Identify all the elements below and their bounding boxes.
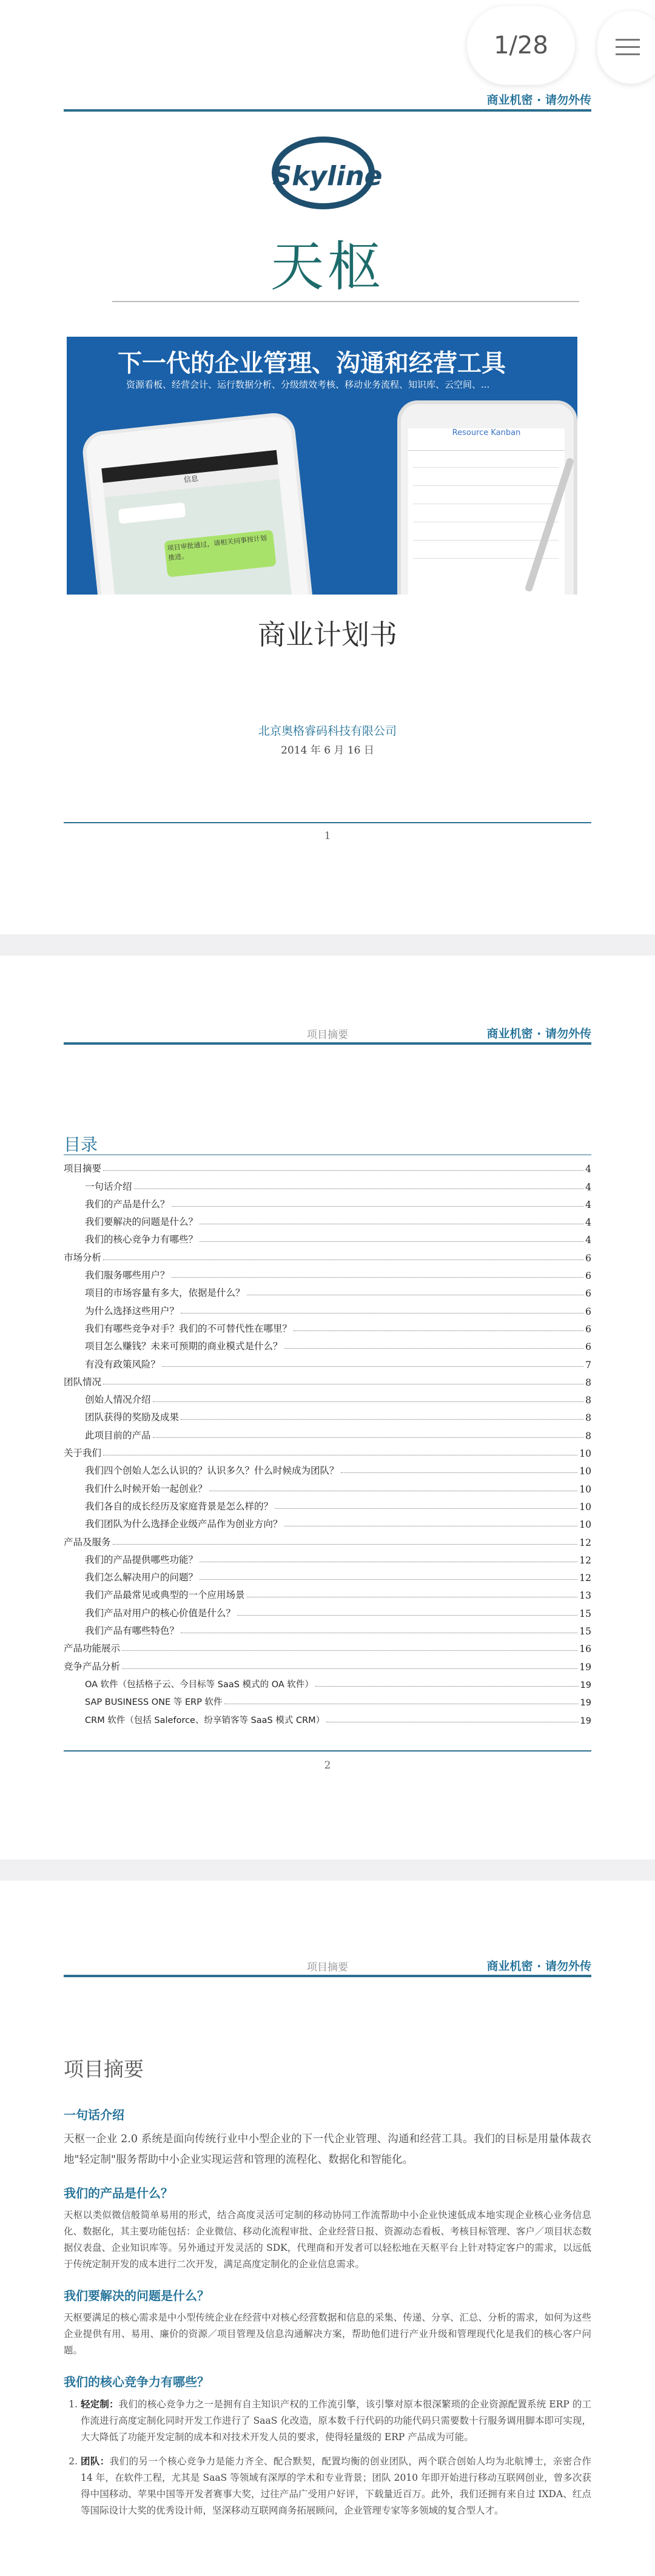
toc-leader — [237, 1615, 577, 1616]
toc-entry-page: 4 — [585, 1199, 591, 1210]
toc-entry-title: OA 软件（包括格子云、今目标等 SaaS 模式的 OA 软件） — [85, 1679, 314, 1690]
toc-entry-page: 6 — [585, 1252, 591, 1264]
confidential-label: 商业机密 · 请勿外传 — [486, 1960, 591, 1973]
toc-entry-title: 一句话介绍 — [85, 1181, 132, 1192]
toc-entry[interactable] — [64, 1512, 591, 1530]
toc-entry-page: 8 — [585, 1377, 591, 1388]
header-rule — [64, 1042, 591, 1045]
footer-rule — [64, 1750, 591, 1752]
toc-entry-page: 12 — [579, 1537, 591, 1548]
toc-entry[interactable] — [64, 1477, 591, 1494]
toc-entry-title: 市场分析 — [64, 1252, 102, 1263]
paragraph: 天枢以类似微信般简单易用的形式，结合高度灵活可定制的移动协同工作流帮助中小企业快速低成本地实现企业核心业务信息化、数据化，其主要功能包括：企业微信、移动化流程审批、企业经营日报、资源动态看板、考核目标管理、客户／项目状态数据仪表盘、企业知识库等。另外通过开发灵活的 SDK，代理商和开发者可以轻松地在天枢平台上针对特定客户的需求，以远低于传统定制开发的成本进行二次开发，满足高度定制化的企业信息需求。 — [64, 2210, 591, 2270]
phone-kanban-header: Resource Kanban — [408, 428, 565, 451]
toc-leader — [275, 1508, 577, 1509]
toc-entry[interactable] — [64, 1246, 591, 1263]
toc-entry[interactable] — [64, 1175, 591, 1192]
toc-entry-page: 15 — [579, 1626, 591, 1637]
banner-title: 下一代的企业管理、沟通和经营工具 — [118, 349, 506, 377]
confidential-label: 商业机密 · 请勿外传 — [486, 93, 591, 107]
toc-entry-title: 我们什么时候开始一起创业？ — [85, 1483, 207, 1494]
toc-entry[interactable] — [64, 1388, 591, 1406]
toc-entry-page: 12 — [579, 1554, 591, 1566]
page-number: 2 — [324, 1759, 331, 1772]
toc-leader — [113, 1544, 578, 1545]
toc-entry-title: 项目怎么赚钱？未来可预期的商业模式是什么？ — [85, 1341, 283, 1352]
toc-entry-page: 8 — [585, 1430, 591, 1441]
toc-entry[interactable] — [64, 1619, 591, 1637]
toc-entry[interactable] — [64, 1157, 591, 1175]
toc-entry-page: 15 — [579, 1608, 591, 1619]
toc-entry-page: 8 — [585, 1395, 591, 1406]
toc-leader — [122, 1668, 577, 1669]
toc-entry-title: 竞争产品分析 — [64, 1661, 121, 1672]
menu-icon — [616, 39, 640, 41]
toc-entry-page: 4 — [585, 1164, 591, 1175]
header-section: 项目摘要 — [307, 1029, 348, 1041]
toc-entry-page: 10 — [579, 1483, 591, 1495]
phone-chat-header: 信息 — [103, 465, 280, 497]
toc-leader — [200, 1241, 583, 1242]
toc-entry[interactable] — [64, 1264, 591, 1281]
list-item: 2. 团队：我们的另一个核心竞争力是能力齐全、配合默契，配置均衡的创业团队，两个联合创始人均为北航博士，亲密合作 14 年，在软件工程，尤其是 SaaS 等领域有深厚的学术和专业背景；团队 2010 年即开始进行移动互联网创业，曾多次获得中国移动、苹果中国等开发者赛事大奖，过往产品广受用户好评，下载量近百万。此外，我们还拥有来自过 IXDA、红点等国际设计大奖的优秀设计师，坚深移动互联网商务拓展顾问，企业管理专家等多领域的复合型人才。 — [81, 2453, 591, 2519]
toc-entry[interactable] — [64, 1441, 591, 1459]
toc-entry[interactable] — [64, 1548, 591, 1566]
toc-entry-page: 6 — [585, 1341, 591, 1353]
toc-entry[interactable] — [64, 1708, 591, 1725]
toc-entry-title: SAP BUSINESS ONE 等 ERP 软件 — [85, 1698, 223, 1708]
toc-entry-title: 有没有政策风险？ — [85, 1358, 161, 1370]
toc-entry[interactable] — [64, 1299, 591, 1317]
toc-entry-title: 产品功能展示 — [64, 1643, 121, 1654]
section-heading: 项目摘要 — [64, 2057, 144, 2081]
toc-entry-title: 我们团队为什么选择企业级产品作为创业方向？ — [85, 1519, 283, 1530]
header-section: 项目摘要 — [307, 1961, 348, 1974]
toc-entry[interactable] — [64, 1210, 591, 1228]
toc-entry-title: 我们四个创始人怎么认识的？认识多久？什么时候成为团队？ — [85, 1465, 339, 1477]
logo-chinese-name: 天枢 — [270, 235, 385, 298]
toc-entry[interactable] — [64, 1530, 591, 1548]
toc-entry-title: 项目的市场容量有多大，依据是什么？ — [85, 1287, 245, 1299]
toc-entry-title: 我们的产品是什么？ — [85, 1198, 170, 1210]
toc-entry-title: 我们各自的成长经历及家庭背景是怎么样的？ — [85, 1500, 274, 1512]
toc-entry-page: 6 — [585, 1306, 591, 1317]
subsection-heading: 我们的核心竞争力有哪些？ — [64, 2375, 209, 2389]
header-rule — [64, 1975, 591, 1977]
toc-entry[interactable] — [64, 1228, 591, 1246]
toc-leader — [103, 1259, 583, 1260]
document-date: 2014 年 6 月 16 日 — [281, 744, 374, 757]
skyline-logo — [261, 137, 394, 300]
toc-entry[interactable] — [64, 1583, 591, 1601]
toc-leader — [181, 1419, 583, 1420]
company-name: 北京奥格睿码科技有限公司 — [258, 724, 397, 738]
toc-entry-page: 13 — [579, 1590, 591, 1602]
toc-entry-title: 团队获得的奖励及成果 — [85, 1412, 180, 1423]
toc-entry[interactable] — [64, 1423, 591, 1441]
toc-entry-title: 我们产品对用户的核心价值是什么？ — [85, 1607, 236, 1619]
toc-entry-title: 创始人情况介绍 — [85, 1394, 151, 1406]
cover-page — [0, 0, 655, 934]
toc-entry-title: 我们产品最常见或典型的一个应用场景 — [85, 1590, 245, 1601]
toc-entry[interactable] — [64, 1193, 591, 1210]
toc-entry-page: 4 — [585, 1181, 591, 1193]
toc-leader — [172, 1277, 584, 1278]
toc-entry-title: 关于我们 — [64, 1448, 102, 1459]
toc-entry[interactable] — [64, 1317, 591, 1335]
toc-entry-page: 8 — [585, 1412, 591, 1424]
list-item: 1. 轻定制：我们的核心竞争力之一是拥有自主知识产权的工作流引擎，该引擎对原本很深繁琐的企业资源配置系统 ERP 的工作流进行高度定制化同时开发工作进行了 SaaS 化改造，原本数千行代码的功能代码只需要数十行服务调用脚本即可实现，大大降低了功能开发定制的成本和对技术开发人员的要求，使得轻量级的 ERP 产品成为可能。 — [81, 2396, 591, 2446]
toc-leader — [200, 1579, 577, 1580]
toc-leader — [294, 1330, 583, 1331]
toc-entry[interactable] — [64, 1654, 591, 1672]
toc-entry-page: 7 — [585, 1359, 591, 1371]
page-indicator[interactable]: 1/28 — [467, 6, 575, 85]
toc-entry-page: 6 — [585, 1323, 591, 1335]
toc-entry-page: 6 — [585, 1288, 591, 1300]
toc-entry-page: 4 — [585, 1235, 591, 1246]
toc-entry-page: 16 — [579, 1644, 591, 1655]
toc-entry[interactable] — [64, 1281, 591, 1299]
toc-entry-title: 我们要解决的问题是什么？ — [85, 1216, 198, 1228]
banner-subtitle: 资源看板、经营会计、运行数据分析、分级绩效考核、移动业务流程、知识库、云空间、... — [126, 379, 490, 390]
toc-entry-page: 19 — [580, 1716, 591, 1726]
confidential-label: 商业机密 · 请勿外传 — [486, 1027, 591, 1040]
toc-entry[interactable] — [64, 1352, 591, 1370]
toc-leader — [103, 1170, 583, 1171]
logo-divider — [112, 301, 579, 302]
toc-leader — [153, 1437, 584, 1438]
toc-entry-page: 19 — [579, 1661, 591, 1673]
toc-entry-title: 团队情况 — [64, 1376, 102, 1387]
toc-entry-page: 10 — [579, 1501, 591, 1512]
toc-entry-title: 我们有哪些竞争对手？我们的不可替代性在哪里？ — [85, 1323, 292, 1334]
phone-kanban-image — [397, 400, 577, 595]
toc-entry-title: 我们产品有哪些特色？ — [85, 1625, 180, 1637]
toc-entry-page: 6 — [585, 1270, 591, 1282]
toc-entry-title: 我们怎么解决用户的问题？ — [85, 1572, 198, 1583]
menu-button[interactable] — [597, 11, 655, 84]
toc-entry-title: 此项目前的产品 — [85, 1429, 151, 1441]
toc-entry-page: 10 — [579, 1448, 591, 1460]
toc-entry[interactable] — [64, 1673, 591, 1690]
subsection-heading: 我们的产品是什么？ — [64, 2186, 173, 2200]
toc-leader — [122, 1650, 577, 1651]
toc-entry-title: 项目摘要 — [64, 1163, 102, 1175]
toc-entry[interactable] — [64, 1335, 591, 1352]
header-rule — [64, 109, 591, 112]
toc-entry-title: 我们服务哪些用户？ — [85, 1270, 170, 1281]
product-banner — [67, 337, 577, 595]
competitiveness-list — [64, 2396, 591, 2519]
toc-entry[interactable] — [64, 1459, 591, 1477]
page-number: 1 — [324, 830, 331, 842]
toc-entry-page: 10 — [579, 1466, 591, 1477]
toc-entry-page: 19 — [580, 1698, 591, 1708]
toc-entry-page: 12 — [579, 1573, 591, 1584]
toc-entry[interactable] — [64, 1371, 591, 1388]
toc-leader — [162, 1366, 583, 1367]
table-of-contents — [64, 1157, 591, 1726]
toc-entry[interactable] — [64, 1637, 591, 1654]
toc-leader — [341, 1472, 578, 1473]
footer-rule — [64, 822, 591, 823]
paragraph: 天枢一企业 2.0 系统是面向传统行业中小型企业的下一代企业管理、沟通和经营工具。我们的目标是用量体裁衣地"轻定制"服务帮助中小企业实现运营和管理的流程化、数据化和智能化。 — [64, 2133, 591, 2166]
toc-entry-title: 为什么选择这些用户？ — [85, 1305, 180, 1317]
paragraph: 天枢要满足的核心需求是中小型传统企业在经营中对核心经营数据和信息的采集、传递、分享、汇总、分析的需求，如何为这些企业提供有用、易用、廉价的资源／项目管理及信息沟通解决方案，帮助他们进行产业升级和管理现代化是我们的核心客户问题。 — [64, 2312, 591, 2356]
document-title: 商业计划书 — [258, 618, 397, 651]
subsection-heading: 我们要解决的问题是什么？ — [64, 2288, 209, 2303]
toc-entry-page: 10 — [579, 1519, 591, 1531]
subsection-heading: 一句话介绍 — [64, 2108, 124, 2122]
toc-entry-title: 产品及服务 — [64, 1536, 111, 1548]
toc-entry-title: 我们的核心竞争力有哪些？ — [85, 1234, 198, 1246]
toc-entry-page: 19 — [580, 1680, 591, 1690]
toc-leader — [172, 1206, 584, 1207]
toc-entry-title: CRM 软件（包括 Saleforce、纷享销客等 SaaS 模式 CRM） — [85, 1715, 325, 1725]
phone-chat-bubble: 项目审批通过，请相关同事按计划推进。 — [164, 530, 276, 577]
toc-entry[interactable] — [64, 1566, 591, 1583]
toc-entry[interactable] — [64, 1601, 591, 1619]
toc-entry-title: 我们的产品提供哪些功能？ — [85, 1554, 198, 1565]
toc-entry[interactable] — [64, 1690, 591, 1708]
toc-entry-page: 4 — [585, 1217, 591, 1229]
summary-body — [64, 2105, 591, 2526]
toc-leader — [284, 1348, 584, 1349]
toc-entry[interactable] — [64, 1406, 591, 1423]
toc-entry[interactable] — [64, 1495, 591, 1512]
toc-title: 目录 — [64, 1135, 98, 1155]
toc-leader — [315, 1686, 579, 1687]
toc-leader — [153, 1401, 584, 1402]
phone-chat-image — [81, 411, 315, 595]
logo-text: Skyline — [272, 161, 383, 192]
